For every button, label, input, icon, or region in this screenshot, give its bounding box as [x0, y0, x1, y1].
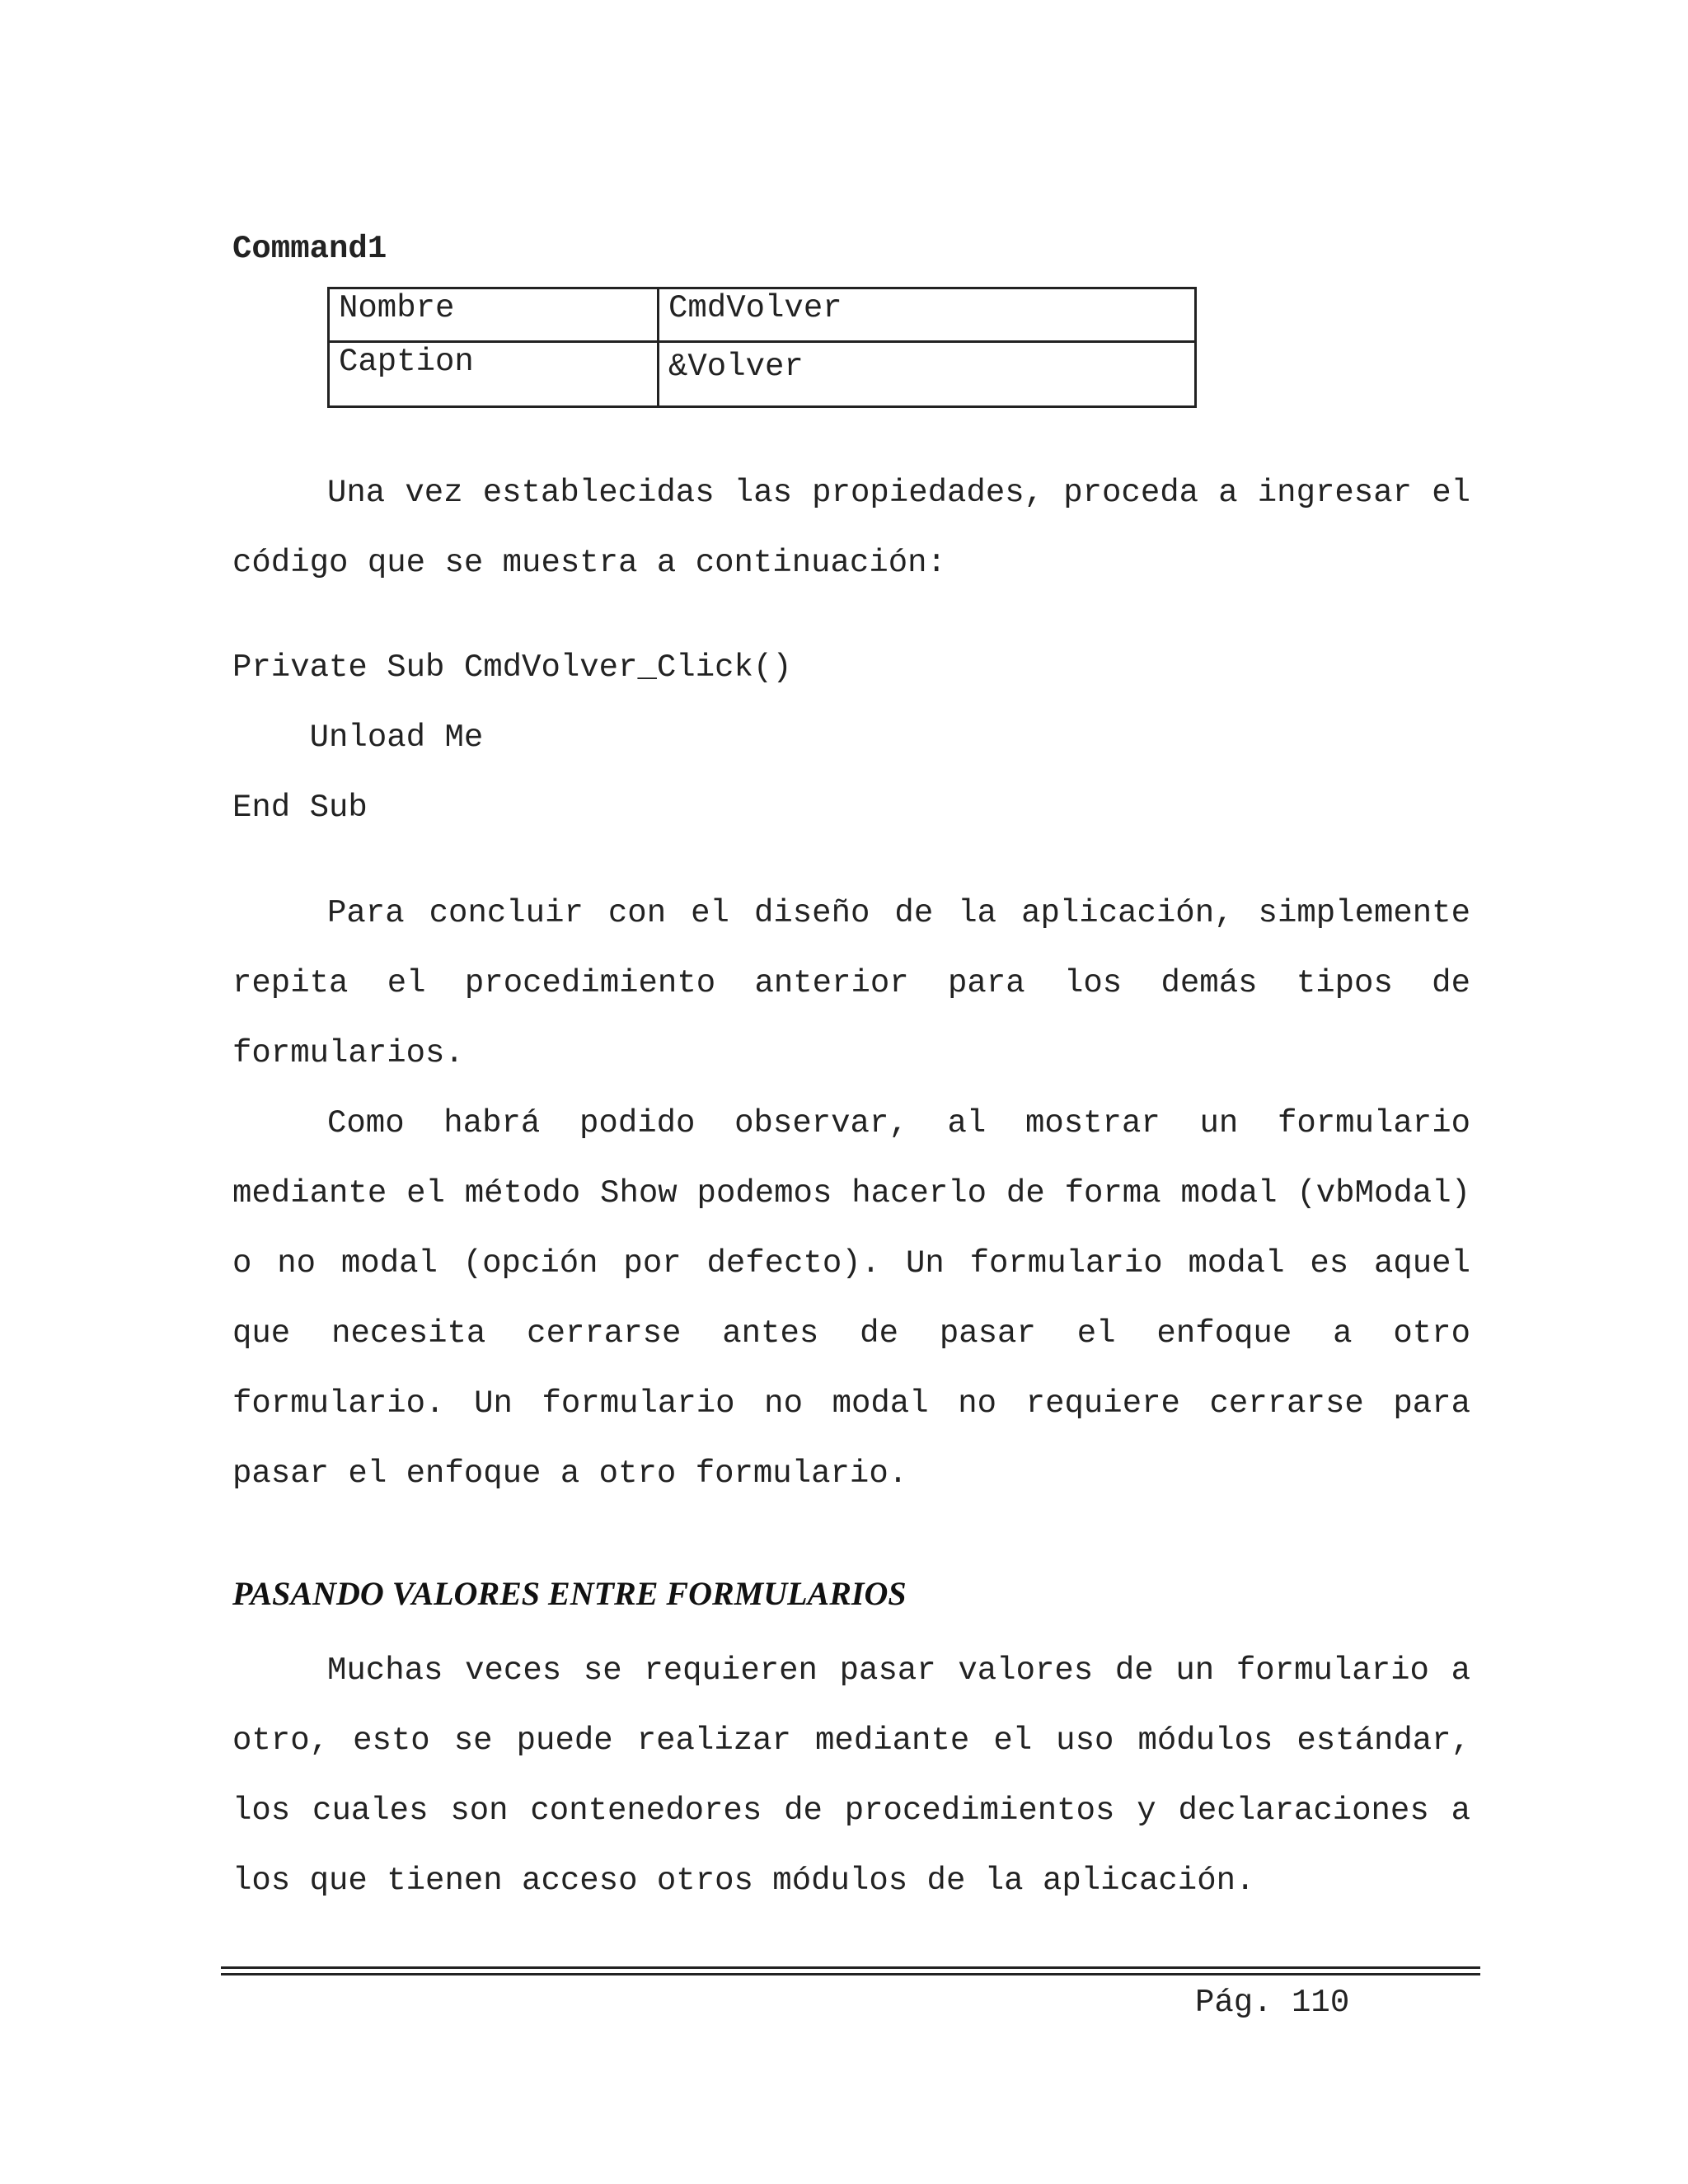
paragraph-intro-code: Una vez establecidas las propiedades, proceda a ingresar el código que se muestra a continuación:: [232, 475, 1470, 581]
property-value-cell: &Volver: [659, 342, 1196, 407]
section-label: Command1: [232, 231, 387, 267]
code-block: Private Sub CmdVolver_Click() Unload Me End Sub: [232, 649, 792, 826]
footer-rule-bottom: [221, 1973, 1480, 1975]
section-heading: PASANDO VALORES ENTRE FORMULARIOS: [232, 1575, 907, 1612]
table-row: [329, 342, 1196, 407]
paragraph-passing-values: Muchas veces se requieren pasar valores de un formulario a otro, esto se puede realizar mediante el uso módulos estándar, los cuales son contenedores de procedimientos y declaraciones a los que tienen acceso otros módulos de la aplicación.: [232, 1652, 1470, 1899]
properties-table: [327, 287, 1197, 408]
property-value-cell: CmdVolver: [659, 288, 1196, 342]
table-row: [329, 288, 1196, 342]
footer-rule-top: [221, 1966, 1480, 1969]
property-name-cell: Nombre: [329, 288, 659, 342]
paragraph-conclusion: Para concluir con el diseño de la aplicación, simplemente repita el procedimiento anterior para los demás tipos de formularios.: [232, 895, 1470, 1071]
property-name-cell: Caption: [329, 342, 659, 407]
page-number: Pág. 110: [1195, 1985, 1350, 2021]
paragraph-modal-explanation: Como habrá podido observar, al mostrar un formulario mediante el método Show podemos hacerlo de forma modal (vbModal) o no modal (opción por defecto). Un formulario modal es aquel que necesita cerrarse antes de pasar el enfoque a otro formulario. Un formulario no modal no requiere cerrarse para pasar el enfoque a otro formulario.: [232, 1105, 1470, 1492]
